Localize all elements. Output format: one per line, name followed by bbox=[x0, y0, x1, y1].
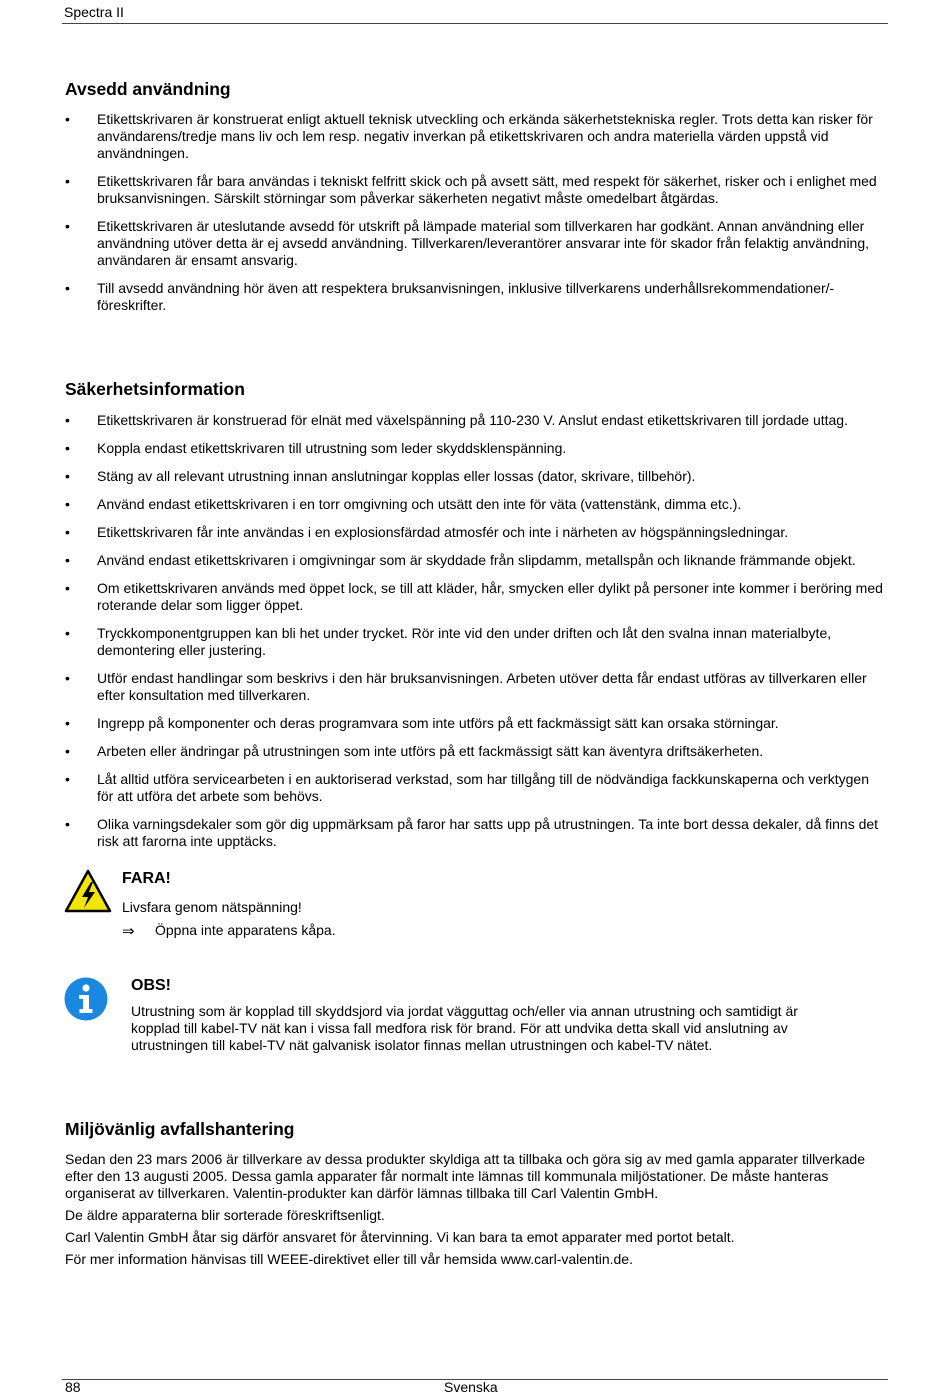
paragraph: Carl Valentin GmbH åtar sig därför ansvaret för återvinning. Vi kan bara ta emot apparater med portot betalt. bbox=[65, 1229, 735, 1245]
disposal-body bbox=[65, 1151, 888, 1273]
safety-list bbox=[65, 412, 888, 861]
safety-heading: Säkerhetsinformation bbox=[65, 379, 245, 399]
note-title: OBS! bbox=[131, 977, 171, 994]
note-text: Utrustning som är kopplad till skyddsjord via jordat vägguttag och/eller via annan utrustning och samtidigt är kopplad till kabel-TV nät kan i vissa fall medfora risk för brand. För att undvika detta skall vid anslutning av utrustningen till kabel-TV nät galvanisk isolator finnas mellan utrustningen och kabel-TV nätet. bbox=[131, 1003, 798, 1053]
list-item: • Till avsedd användning hör även att respektera bruksanvisningen, inklusive tillverkarens underhållsrekommendationer/-föreskrifter. bbox=[65, 280, 888, 314]
arrow-right-icon: ⇒ bbox=[122, 923, 135, 940]
list-item: • Tryckkomponentgruppen kan bli het under trycket. Rör inte vid den under driften och låt den svalna innan materialbyte, demontering eller justering. bbox=[65, 625, 888, 659]
list-item: • Om etikettskrivaren används med öppet lock, se till att kläder, hår, smycken eller dylikt på personer inte kommer i beröring med roterande delar som ligger öppet. bbox=[65, 580, 888, 614]
list-item: • Etikettskrivaren är konstruerat enligt aktuell teknisk utveckling och erkända säkerhetstekniska regler. Trots detta kan risker för användarens/tredje mans liv och lem resp. negativ inverkan på etikettskrivaren och andra materiella värden uppstå vid användningen. bbox=[65, 111, 888, 162]
list-item: • Använd endast etikettskrivaren i omgivningar som är skyddade från slipdamm, metallspån och liknande främmande objekt. bbox=[65, 552, 888, 569]
list-item: • Koppla endast etikettskrivaren till utrustning som leder skyddsklenspänning. bbox=[65, 440, 888, 457]
warning-action: Öppna inte apparatens kåpa. bbox=[155, 922, 336, 938]
list-item: • Etikettskrivaren får inte användas i en explosionsfärdad atmosfér och inte i närheten av högspänningsledningar. bbox=[65, 524, 888, 541]
page-number: 88 bbox=[65, 1379, 81, 1395]
running-header: Spectra II bbox=[64, 4, 124, 20]
list-item: • Använd endast etikettskrivaren i en torr omgivning och utsätt den inte för väta (vattenstänk, dimma etc.). bbox=[65, 496, 888, 513]
warning-title: FARA! bbox=[122, 870, 171, 887]
high-voltage-warning-icon bbox=[64, 869, 112, 913]
paragraph: För mer information hänvisas till WEEE-direktivet eller till vår hemsida www.carl-valentin.de. bbox=[65, 1251, 633, 1267]
list-item: • Olika varningsdekaler som gör dig uppmärksam på faror har satts upp på utrustningen. Ta inte bort dessa dekaler, då finns det risk att farorna inte upptäcks. bbox=[65, 816, 888, 850]
info-icon bbox=[64, 977, 108, 1021]
warning-text: Livsfara genom nätspänning! bbox=[122, 899, 302, 915]
paragraph: Sedan den 23 mars 2006 är tillverkare av dessa produkter skyldiga att ta tillbaka och göra sig av med gamla apparater tillverkade efter den 13 augusti 2005. Dessa gamla apparater får normalt inte lämnas till kommunala miljöstationer. De måste hanteras organiserat av tillverkaren. Valentin-produkter kan därför lämnas tillbaka till Carl Valentin GmbH. bbox=[65, 1151, 865, 1201]
paragraph: De äldre apparaterna blir sorterade föreskriftsenligt. bbox=[65, 1207, 385, 1223]
intended-use-list bbox=[65, 111, 888, 325]
intended-use-heading: Avsedd användning bbox=[65, 79, 231, 99]
list-item: • Låt alltid utföra servicearbeten i en auktoriserad verkstad, som har tillgång till de nödvändiga fackkunskaperna och verktygen för att utföra det arbete som behövs. bbox=[65, 771, 888, 805]
list-item: • Etikettskrivaren är uteslutande avsedd för utskrift på lämpade material som tillverkaren har godkänt. Annan användning eller användning utöver detta är ej avsedd användning. Tillverkaren/leverantörer ansvarar inte för skador från felaktig användning, användaren är ensamt ansvarig. bbox=[65, 218, 888, 269]
list-item: • Ingrepp på komponenter och deras programvara som inte utförs på ett fackmässigt sätt kan orsaka störningar. bbox=[65, 715, 888, 732]
disposal-heading: Miljövänlig avfallshantering bbox=[65, 1119, 295, 1139]
list-item: • Etikettskrivaren är konstruerad för elnät med växelspänning på 110-230 V. Anslut endast etikettskrivaren till jordade uttag. bbox=[65, 412, 888, 429]
list-item: • Stäng av all relevant utrustning innan anslutningar kopplas eller lossas (dator, skrivare, tillbehör). bbox=[65, 468, 888, 485]
list-item: • Arbeten eller ändringar på utrustningen som inte utförs på ett fackmässigt sätt kan äventyra driftsäkerheten. bbox=[65, 743, 888, 760]
header-rule bbox=[62, 23, 888, 24]
list-item: • Utför endast handlingar som beskrivs i den här bruksanvisningen. Arbeten utöver detta får endast utföras av tillverkaren eller efter konsultation med tillverkaren. bbox=[65, 670, 888, 704]
footer-language: Svenska bbox=[444, 1379, 498, 1395]
list-item: • Etikettskrivaren får bara användas i tekniskt felfritt skick och på avsett sätt, med respekt för säkerhet, risker och i enlighet med bruksanvisningen. Särskilt störningar som påverkar säkerheten negativt måste omedelbart åtgärdas. bbox=[65, 173, 888, 207]
